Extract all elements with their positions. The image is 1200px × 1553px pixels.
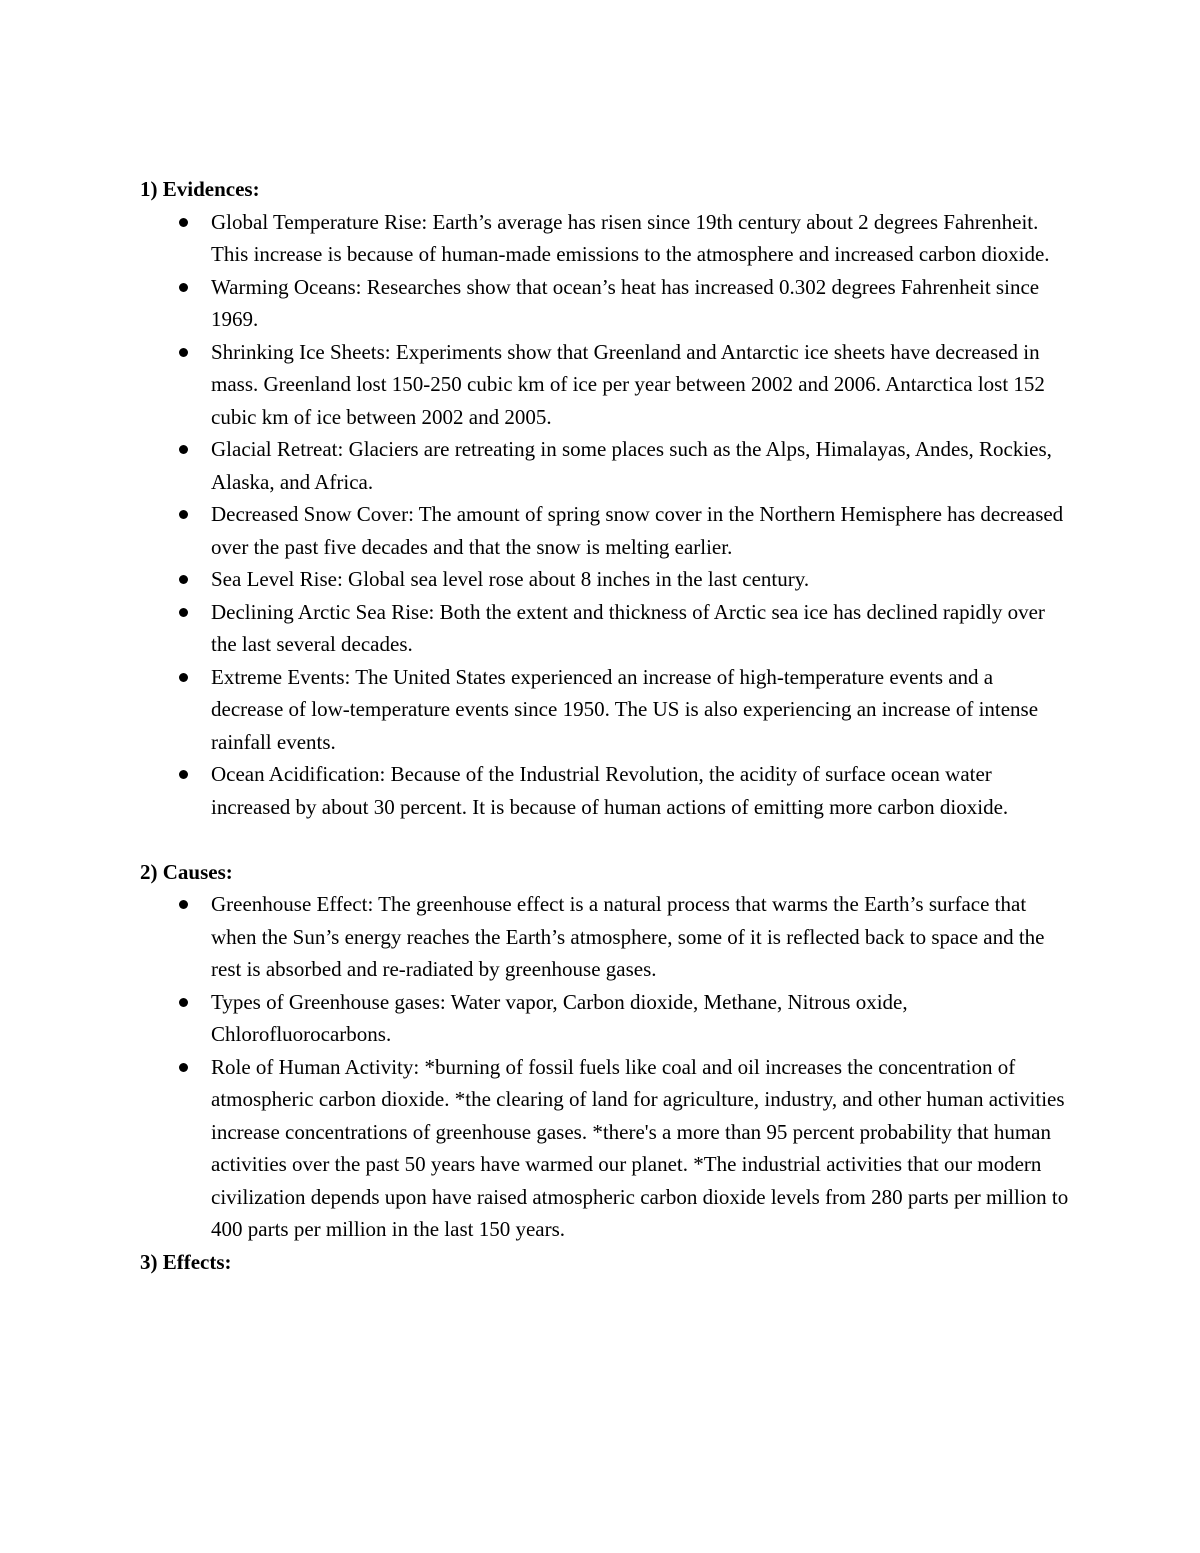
list-item xyxy=(211,888,1070,986)
list-item-text: Shrinking Ice Sheets: Experiments show that Greenland and Antarctic ice sheets have decreased in mass. Greenland lost 150-250 cubic km of ice per year between 2002 and 2006. Antarctica lost 152 cubic km of ice between 2002 and 2005. xyxy=(211,339,1045,429)
document-content xyxy=(140,173,1070,1278)
bullet-icon xyxy=(179,608,188,617)
list-item xyxy=(211,433,1070,498)
list-item-text: Glacial Retreat: Glaciers are retreating in some places such as the Alps, Himalayas, Andes, Rockies, Alaska, and Africa. xyxy=(211,437,1052,494)
list-item xyxy=(211,1051,1070,1246)
list-item xyxy=(211,986,1070,1051)
list-item xyxy=(211,563,1070,596)
list-item-text: Global Temperature Rise: Earth’s average has risen since 19th century about 2 degrees Fahrenheit. This increase is because of human-made emissions to the atmosphere and increased carbon dioxide. xyxy=(211,209,1050,266)
list-item xyxy=(211,206,1070,271)
list-item xyxy=(211,498,1070,563)
bullet-icon xyxy=(179,998,188,1007)
list-item xyxy=(211,596,1070,661)
bullet-icon xyxy=(179,348,188,357)
list-item-text: Ocean Acidification: Because of the Industrial Revolution, the acidity of surface ocean water increased by about 30 percent. It is because of human actions of emitting more carbon dioxide. xyxy=(211,762,1009,819)
list-item-text: Warming Oceans: Researches show that ocean’s heat has increased 0.302 degrees Fahrenheit since 1969. xyxy=(211,274,1040,331)
bullet-icon xyxy=(179,1063,188,1072)
bullet-icon xyxy=(179,445,188,454)
section-heading-causes: 2) Causes: xyxy=(140,859,233,884)
section-heading-evidences: 1) Evidences: xyxy=(140,177,260,201)
list-item-text: Greenhouse Effect: The greenhouse effect is a natural process that warms the Earth’s surface that when the Sun’s energy reaches the Earth’s atmosphere, some of it is reflected back to space and the rest is absorbed and re-radiated by greenhouse gases. xyxy=(211,892,1045,981)
list-item xyxy=(211,336,1070,434)
evidences-list xyxy=(140,206,1070,824)
bullet-icon xyxy=(179,510,188,519)
list-item xyxy=(211,758,1070,823)
list-item xyxy=(211,661,1070,759)
list-item-text: Role of Human Activity: *burning of fossil fuels like coal and oil increases the concentration of atmospheric carbon dioxide. *the clearing of land for agriculture, industry, and other human activities increase concentrations of greenhouse gases. *there's a more than 95 percent probability that human activities over the past 50 years have warmed our planet. *The industrial activities that our modern civilization depends upon have raised atmospheric carbon dioxide levels from 280 parts per million to 400 parts per million in the last 150 years. xyxy=(211,1054,1069,1241)
bullet-icon xyxy=(179,770,188,779)
section-heading-effects: 3) Effects: xyxy=(140,1249,232,1274)
bullet-icon xyxy=(179,900,188,909)
bullet-icon xyxy=(179,673,188,682)
list-item-text: Extreme Events: The United States experienced an increase of high-temperature events and a decrease of low-temperature events since 1950. The US is also experiencing an increase of intense rainfall events. xyxy=(211,664,1039,754)
causes-list xyxy=(140,888,1070,1246)
list-item-text: Decreased Snow Cover: The amount of spring snow cover in the Northern Hemisphere has decreased over the past five decades and that the snow is melting earlier. xyxy=(211,502,1064,559)
list-item-text: Sea Level Rise: Global sea level rose about 8 inches in the last century. xyxy=(211,567,810,591)
list-item-text: Types of Greenhouse gases: Water vapor, Carbon dioxide, Methane, Nitrous oxide, Chlorofluorocarbons. xyxy=(211,989,908,1046)
bullet-icon xyxy=(179,218,188,227)
list-item xyxy=(211,271,1070,336)
bullet-icon xyxy=(179,575,188,584)
section-spacer xyxy=(140,823,1070,856)
list-item-text: Declining Arctic Sea Rise: Both the extent and thickness of Arctic sea ice has declined rapidly over the last several decades. xyxy=(211,599,1045,656)
bullet-icon xyxy=(179,283,188,292)
